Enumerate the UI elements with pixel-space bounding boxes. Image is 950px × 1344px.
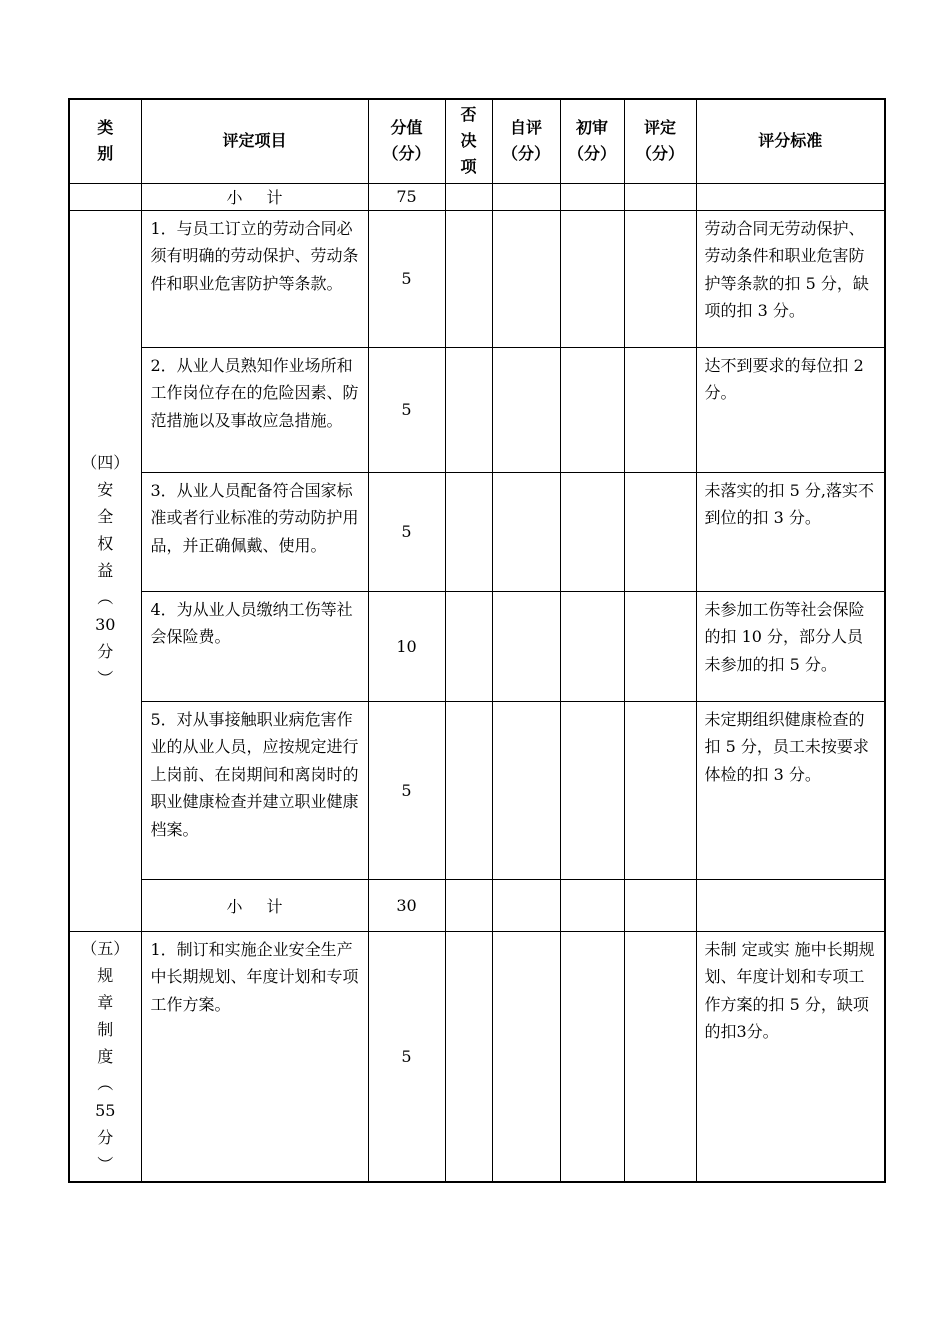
subtotal-label: 小 计 — [141, 879, 368, 931]
header-final: 评定 （分） — [624, 99, 696, 183]
item-text: 5．对从事接触职业病危害作业的从业人员，应按规定进行上岗前、在岗期间和离岗时的职业健康检查并建立职业健康档案。 — [141, 701, 368, 879]
table-row — [69, 931, 885, 1182]
header-row — [69, 99, 885, 183]
header-item: 评定项目 — [141, 99, 368, 183]
item-text: 2．从业人员熟知作业场所和工作岗位存在的危险因素、防范措施以及事故应急措施。 — [141, 347, 368, 472]
item-score: 5 — [368, 701, 445, 879]
header-self: 自评 （分） — [492, 99, 560, 183]
item-score: 5 — [368, 472, 445, 591]
subtotal-score: 30 — [368, 879, 445, 931]
evaluation-table — [68, 98, 886, 1183]
scoring-standard: 未制 定或实 施中长期规划、年度计划和专项工作方案的扣 5 分，缺项的扣3分。 — [696, 931, 885, 1182]
table-row — [69, 591, 885, 701]
item-text: 1．制订和实施企业安全生产中长期规划、年度计划和专项工作方案。 — [141, 931, 368, 1182]
item-score: 5 — [368, 931, 445, 1182]
header-veto: 否 决 项 — [445, 99, 492, 183]
header-standard: 评分标准 — [696, 99, 885, 183]
scoring-standard: 劳动合同无劳动保护、劳动条件和职业危害防护等条款的扣 5 分，缺项的扣 3 分。 — [696, 210, 885, 347]
subtotal-score: 75 — [368, 183, 445, 210]
table-row — [69, 347, 885, 472]
table-row — [69, 472, 885, 591]
table-row — [69, 210, 885, 347]
subtotal-row — [69, 183, 885, 210]
subtotal-row — [69, 879, 885, 931]
category-cell-section4: （四） 安 全 权 益 ︵ 30 分 ︶ — [69, 210, 141, 931]
scoring-standard: 未定期组织健康检查的扣 5 分，员工未按要求体检的扣 3 分。 — [696, 701, 885, 879]
scoring-standard: 达不到要求的每位扣 2 分。 — [696, 347, 885, 472]
category-cell-section5: （五） 规 章 制 度 ︵ 55 分 ︶ — [69, 931, 141, 1182]
item-text: 3．从业人员配备符合国家标准或者行业标准的劳动防护用品，并正确佩戴、使用。 — [141, 472, 368, 591]
item-text: 1．与员工订立的劳动合同必须有明确的劳动保护、劳动条件和职业危害防护等条款。 — [141, 210, 368, 347]
header-score: 分值 （分） — [368, 99, 445, 183]
header-initial: 初审 （分） — [560, 99, 624, 183]
header-category: 类 别 — [69, 99, 141, 183]
scoring-standard: 未参加工伤等社会保险的扣 10 分，部分人员未参加的扣 5 分。 — [696, 591, 885, 701]
subtotal-label: 小 计 — [141, 183, 368, 210]
item-score: 5 — [368, 347, 445, 472]
item-text: 4．为从业人员缴纳工伤等社会保险费。 — [141, 591, 368, 701]
item-score: 10 — [368, 591, 445, 701]
table-row — [69, 701, 885, 879]
scoring-standard: 未落实的扣 5 分,落实不到位的扣 3 分。 — [696, 472, 885, 591]
item-score: 5 — [368, 210, 445, 347]
